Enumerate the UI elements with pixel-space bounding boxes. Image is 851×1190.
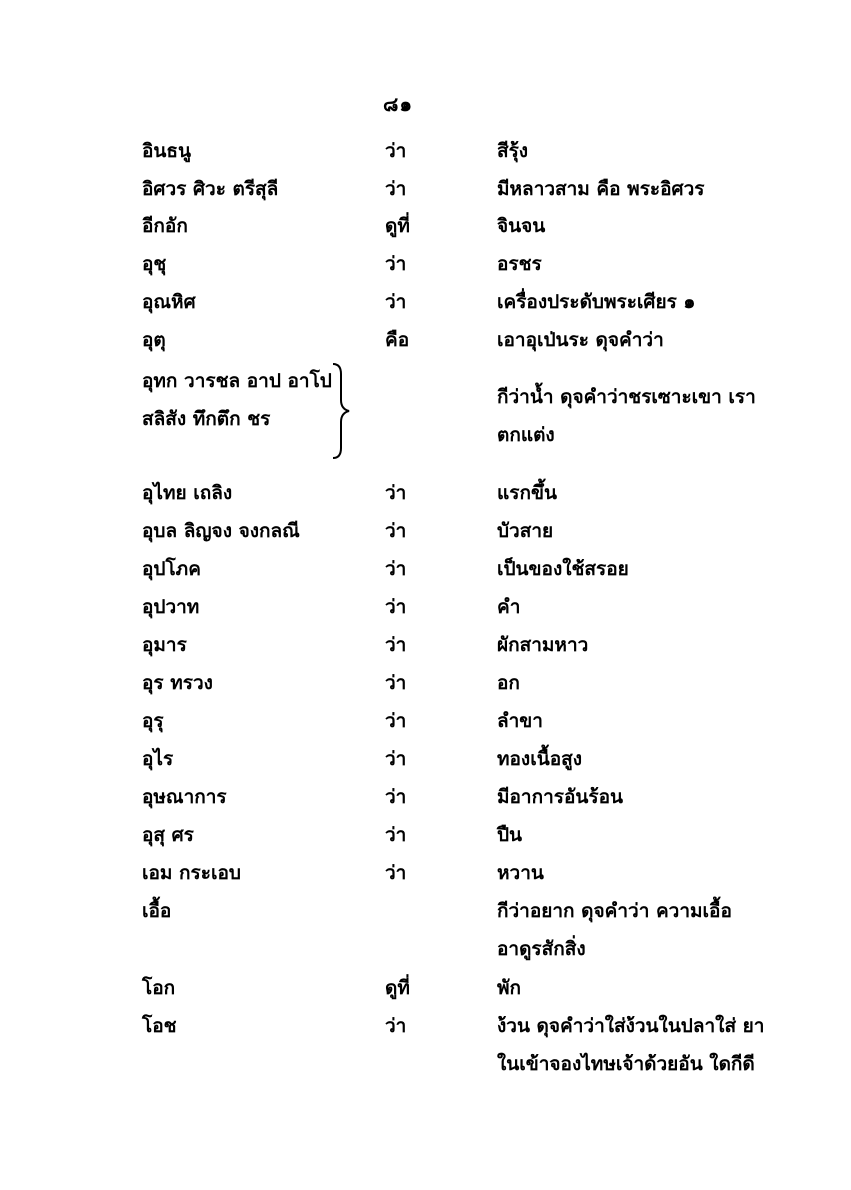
- entry-relation: ว่า: [385, 178, 407, 200]
- entry-relation: ว่า: [385, 596, 407, 618]
- curly-brace: [330, 362, 352, 460]
- entry-definition: มีหลาวสาม คือ พระอิศวร: [497, 178, 705, 200]
- entry-relation: ว่า: [385, 824, 407, 846]
- entry-relation: ว่า: [385, 558, 407, 580]
- entry-term: อุปวาท: [142, 596, 200, 618]
- entry-definition: ผักสามหาว: [497, 634, 589, 656]
- entry-term: เอม กระเอบ: [142, 862, 241, 884]
- entry-term: อุทก วารชล อาป อาโป สลิสัง ทึกตึก ชร: [142, 370, 332, 430]
- entry-term: อุไทย เถลิง: [142, 482, 233, 504]
- entry-definition: แรกขึ้น: [497, 482, 557, 504]
- entry-definition: มีอาการอันร้อน: [497, 786, 623, 808]
- entry-term: อิศวร ศิวะ ตรีสุลี: [142, 178, 279, 200]
- entry-relation: ดูที่: [385, 215, 410, 237]
- entry-term: อุบล ลิญจง จงกลณี: [142, 520, 300, 542]
- entry-relation: ว่า: [385, 710, 407, 732]
- page-number: ๘๑: [383, 92, 414, 116]
- entry-relation: ว่า: [385, 862, 407, 884]
- entry-definition: พัก: [497, 977, 522, 999]
- entry-definition: เป็นของใช้สรอย: [497, 558, 629, 580]
- entry-definition: ง้วน ดุจคำว่าใส่ง้วนในปลาใส่ ยาในเข้าจองไทษเจ้าด้วยอัน ใดกีดี: [497, 1015, 765, 1075]
- entry-relation: ว่า: [385, 672, 407, 694]
- entry-definition: เครื่องประดับพระเศียร ๑: [497, 291, 696, 313]
- entry-definition: จินจน: [497, 215, 546, 237]
- entry-relation: คือ: [385, 329, 410, 351]
- entry-relation: ว่า: [385, 482, 407, 504]
- entry-definition: กีว่าน้ำ ดุจคำว่าชรเซาะเขา เราตกแต่ง: [497, 386, 756, 446]
- entry-term: อุมาร: [142, 634, 187, 656]
- entry-term: อุรุ: [142, 710, 164, 732]
- entry-definition: กีว่าอยาก ดุจคำว่า ความเอื้อ อาดูรสักสิ่ง: [497, 900, 732, 960]
- entry-term: อีกอัก: [142, 215, 188, 237]
- entry-definition: ลำขา: [497, 710, 543, 732]
- entry-term: อุปโภค: [142, 558, 201, 580]
- entry-row-grouped: [0, 362, 851, 476]
- entry-term: เอื้อ: [142, 900, 172, 922]
- entry-definition: สีรุ้ง: [497, 140, 529, 162]
- entry-relation: ว่า: [385, 1015, 407, 1037]
- entry-term: อุสุ ศร: [142, 824, 194, 846]
- entry-term: อินธนู: [142, 140, 191, 162]
- entry-definition: ปืน: [497, 824, 523, 846]
- entry-term: อุไร: [142, 748, 174, 770]
- entry-relation: ดูที่: [385, 977, 410, 999]
- entry-relation: ว่า: [385, 253, 407, 275]
- entry-relation: ว่า: [385, 748, 407, 770]
- entry-term: อุตุ: [142, 329, 166, 351]
- entry-definition: หวาน: [497, 862, 544, 884]
- entry-relation: ว่า: [385, 786, 407, 808]
- entry-term: อุร ทรวง: [142, 672, 213, 694]
- entry-relation: ว่า: [385, 140, 407, 162]
- entry-relation: ว่า: [385, 520, 407, 542]
- entry-term: อุชุ: [142, 253, 167, 275]
- entry-definition: คำ: [497, 596, 521, 618]
- entry-term: โอก: [142, 977, 176, 999]
- entry-relation: ว่า: [385, 291, 407, 313]
- entry-definition: อก: [497, 672, 520, 694]
- entry-definition: อรชร: [497, 253, 542, 275]
- entry-term: อุณหิศ: [142, 291, 196, 313]
- entry-definition: บัวสาย: [497, 520, 554, 542]
- entry-definition: ทองเนื้อสูง: [497, 748, 582, 770]
- entry-relation: ว่า: [385, 634, 407, 656]
- entry-term: อุษณาการ: [142, 786, 227, 808]
- entry-definition: เอาอุเป่นระ ดุจคำว่า: [497, 329, 664, 351]
- entry-term: โอช: [142, 1015, 177, 1037]
